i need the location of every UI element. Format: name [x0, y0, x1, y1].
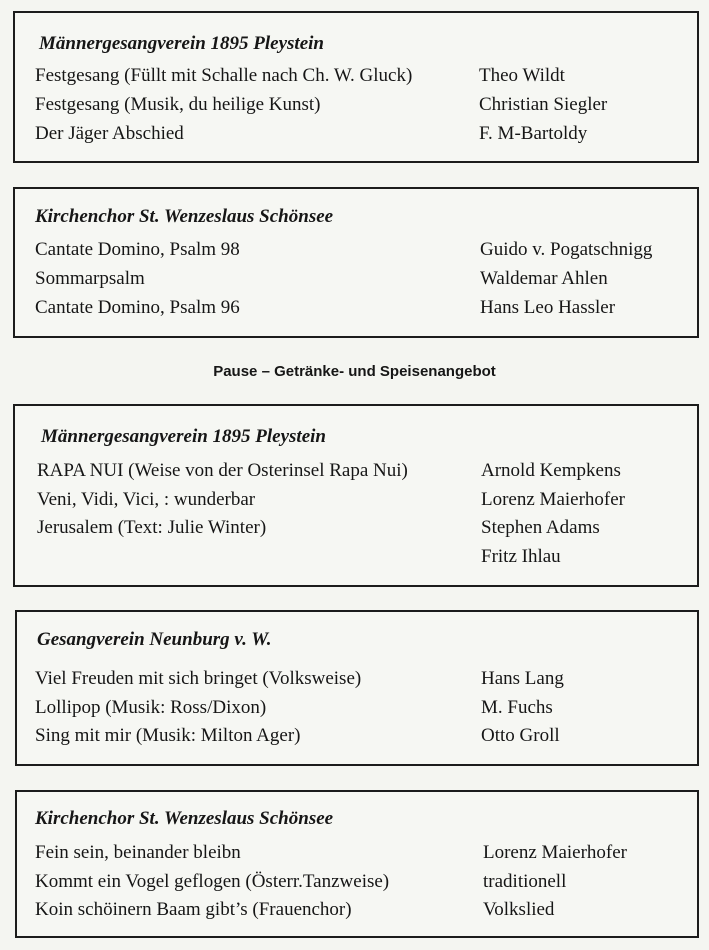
composer-name: Volkslied [483, 899, 555, 920]
piece-title: Cantate Domino, Psalm 96 [35, 297, 240, 318]
composer-name: traditionell [483, 871, 567, 892]
piece-title: Viel Freuden mit sich bringet (Volksweise) [35, 668, 362, 689]
choir-title: Kirchenchor St. Wenzeslaus Schönsee [35, 808, 334, 829]
piece-title: Festgesang (Füllt mit Schalle nach Ch. W. Gluck) [35, 65, 413, 86]
piece-title: Fein sein, beinander bleibn [35, 842, 241, 863]
piece-title: Jerusalem (Text: Julie Winter) [37, 517, 267, 538]
piece-title: Der Jäger Abschied [35, 123, 184, 144]
piece-title: Veni, Vidi, Vici, : wunderbar [37, 489, 256, 510]
composer-name: Lorenz Maierhofer [483, 842, 628, 863]
composer-name: Hans Leo Hassler [480, 297, 616, 318]
pause-note: Pause – Getränke- und Speisenangebot [213, 363, 496, 380]
piece-title: Koin schöinern Baam gibt’s (Frauenchor) [35, 899, 352, 920]
composer-name: Arnold Kempkens [481, 460, 621, 481]
program-block-5 [15, 790, 699, 938]
composer-name: Lorenz Maierhofer [481, 489, 626, 510]
choir-title: Männergesangverein 1895 Pleystein [39, 33, 324, 54]
program-block-4 [15, 610, 699, 766]
piece-title: Kommt ein Vogel geflogen (Österr.Tanzweise) [35, 871, 390, 892]
composer-name: Fritz Ihlau [481, 546, 561, 567]
choir-title: Gesangverein Neunburg v. W. [37, 629, 272, 650]
piece-title: Festgesang (Musik, du heilige Kunst) [35, 94, 321, 115]
composer-name: Christian Siegler [479, 94, 608, 115]
composer-name: Waldemar Ahlen [480, 268, 608, 289]
composer-name: Theo Wildt [479, 65, 565, 86]
composer-name: M. Fuchs [481, 697, 553, 718]
piece-title: Sing mit mir (Musik: Milton Ager) [35, 725, 301, 746]
choir-title: Männergesangverein 1895 Pleystein [41, 426, 326, 447]
piece-title: Lollipop (Musik: Ross/Dixon) [35, 697, 267, 718]
program-block-3 [13, 404, 699, 587]
composer-name: Stephen Adams [481, 517, 600, 538]
program-block-1 [13, 11, 699, 163]
composer-name: Hans Lang [481, 668, 564, 689]
program-block-2 [13, 187, 699, 338]
piece-title: RAPA NUI (Weise von der Osterinsel Rapa Nui) [37, 460, 408, 481]
choir-title: Kirchenchor St. Wenzeslaus Schönsee [35, 206, 334, 227]
piece-title: Cantate Domino, Psalm 98 [35, 239, 240, 260]
piece-title: Sommarpsalm [35, 268, 145, 289]
composer-name: Guido v. Pogatschnigg [480, 239, 653, 260]
composer-name: Otto Groll [481, 725, 560, 746]
composer-name: F. M-Bartoldy [479, 123, 588, 144]
